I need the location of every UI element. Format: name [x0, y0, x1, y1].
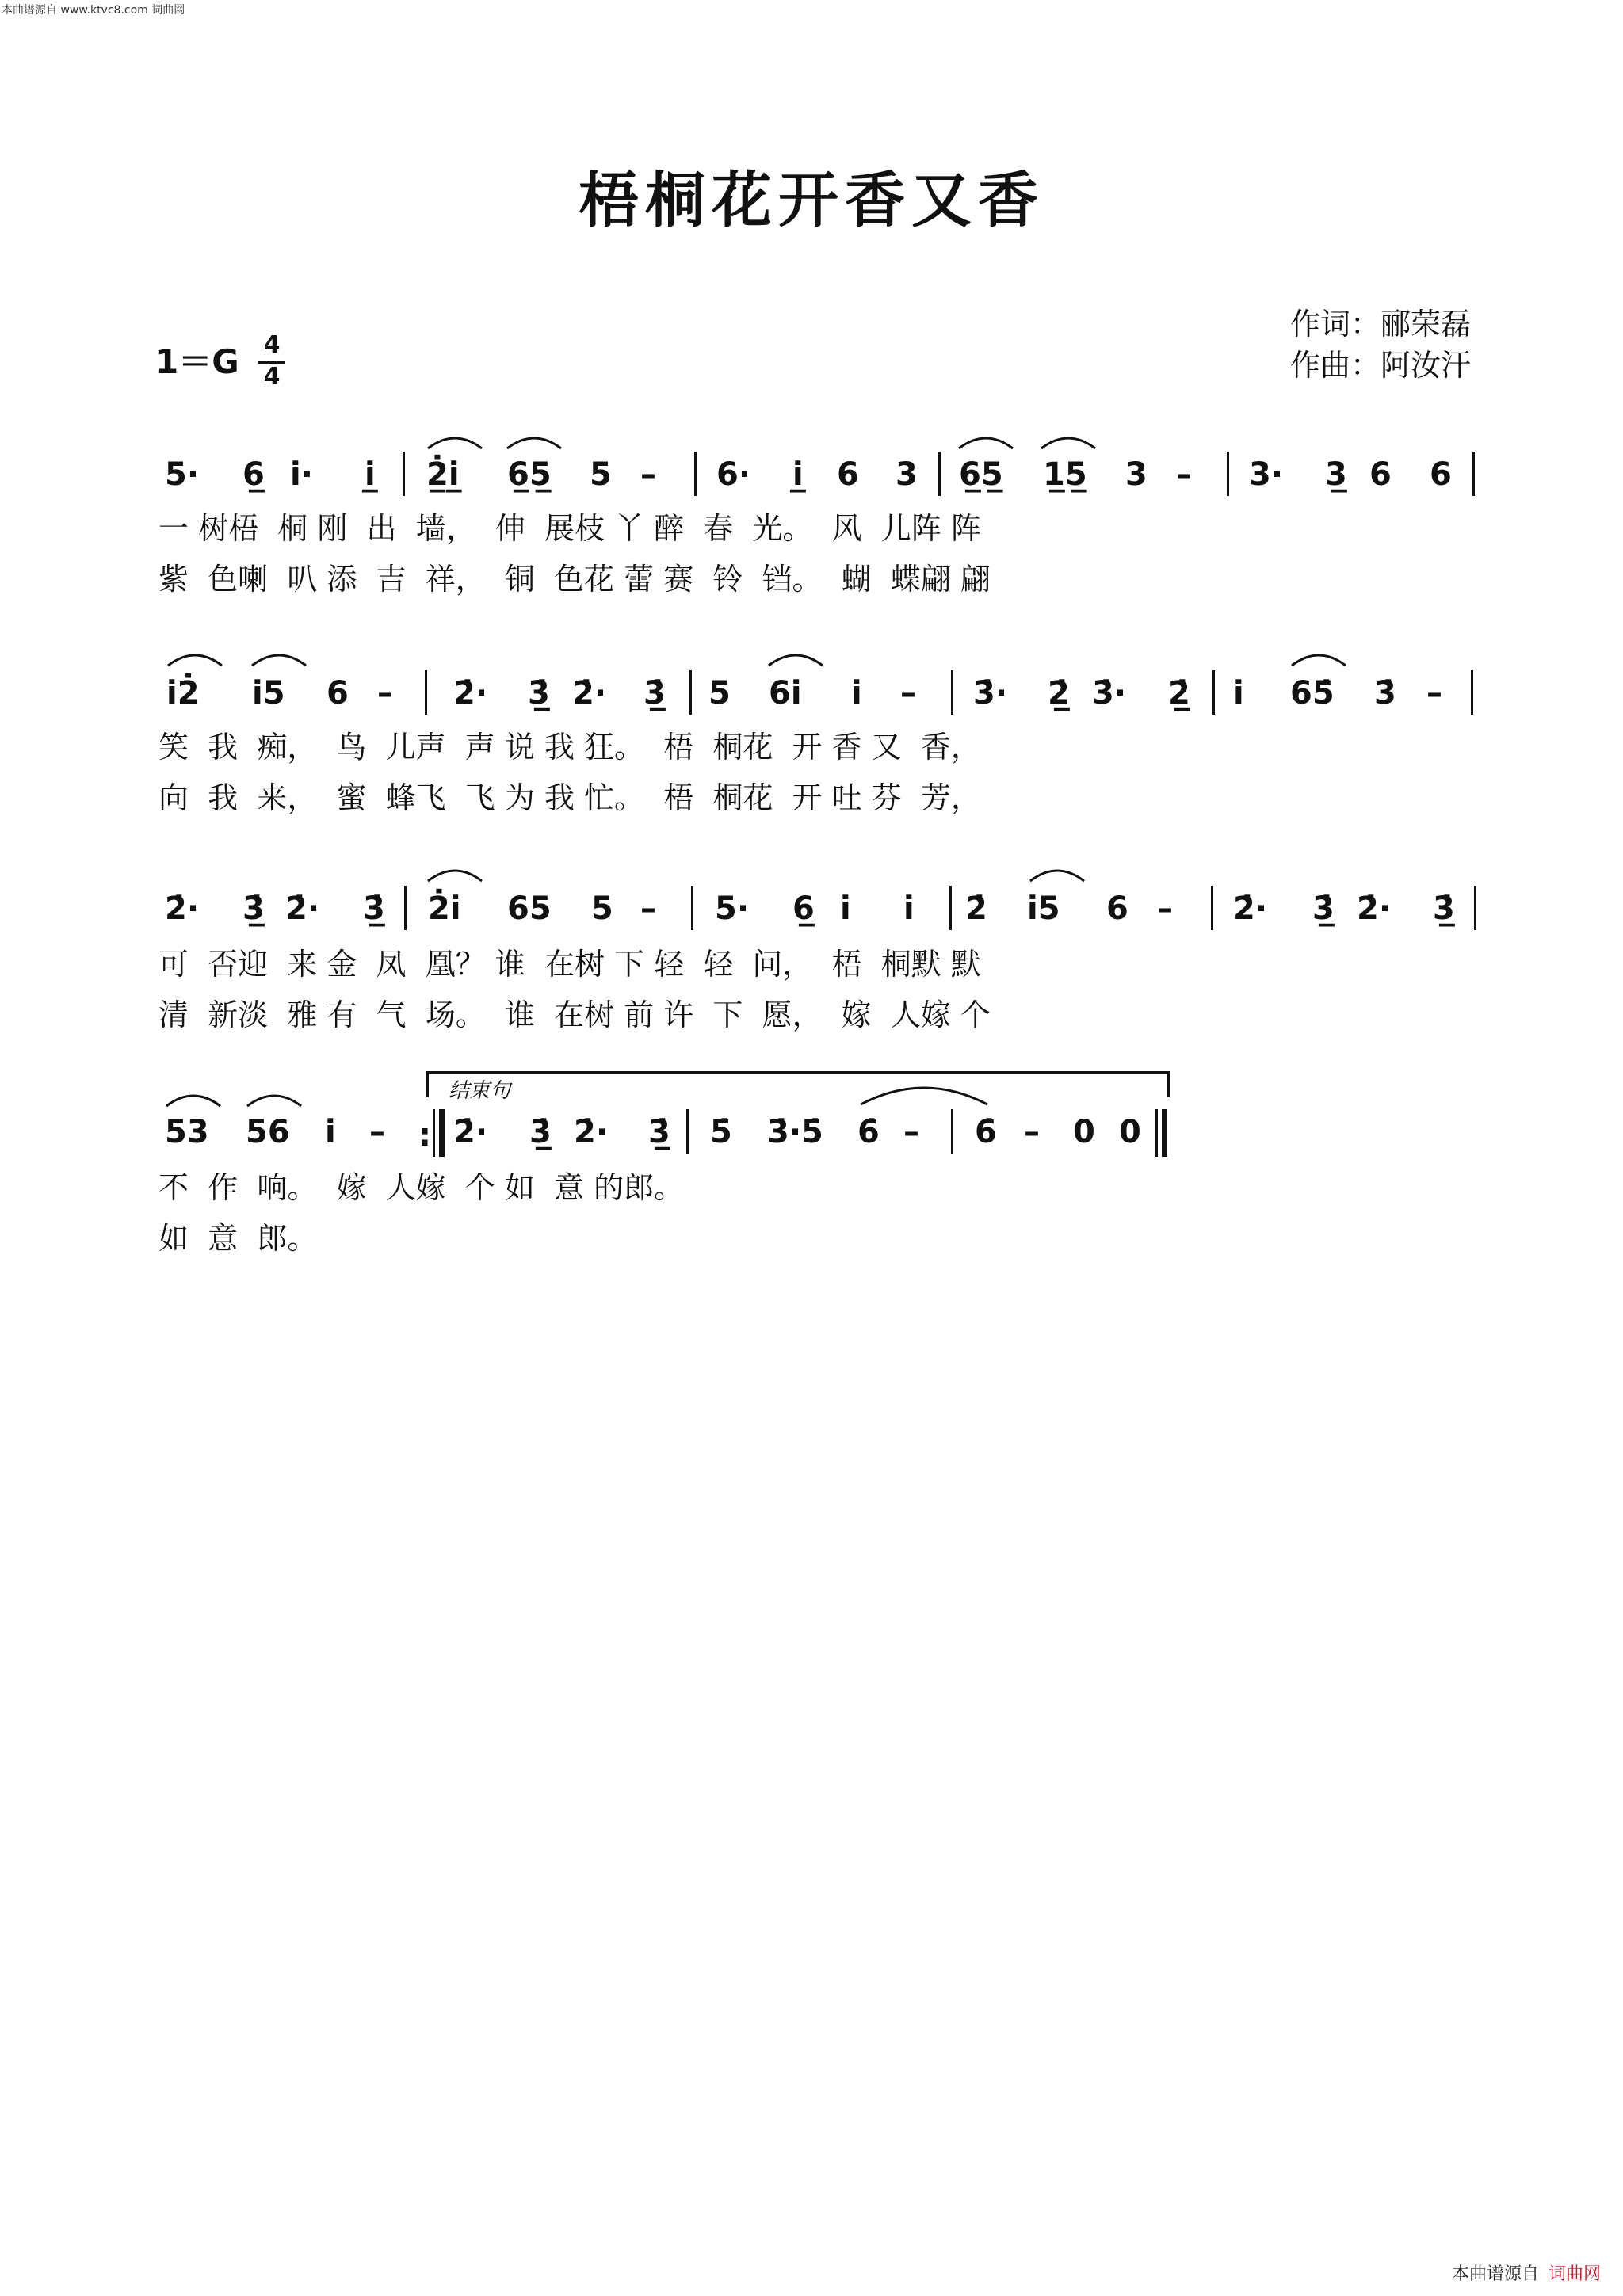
slur	[507, 438, 561, 448]
note: –	[1024, 1114, 1040, 1150]
time-signature-top: 4	[263, 331, 281, 359]
note: 2̇·	[453, 1114, 488, 1150]
note: i̇	[851, 675, 862, 711]
repeat-dots-icon: :	[418, 1117, 431, 1154]
note: 3̲̇	[648, 1114, 670, 1150]
lyric-line: 紫 色喇 叭 添 吉 祥， 铜 色花 蕾 赛 铃 铛。 蝴 蝶翩 翩	[158, 562, 991, 597]
note: 65̇	[1290, 675, 1335, 711]
note: 6	[1369, 456, 1392, 493]
slur	[252, 655, 306, 666]
slur	[861, 1088, 987, 1104]
note: 2̇·	[165, 891, 200, 927]
note: 0	[1073, 1114, 1095, 1150]
note: –	[903, 1114, 919, 1150]
slur	[1030, 871, 1084, 881]
note: 6̲5̲	[507, 456, 552, 493]
note: 5·	[715, 891, 750, 927]
note: i̇	[1233, 675, 1244, 711]
note: 6̇	[975, 1114, 997, 1150]
header-watermark: 本曲谱源自 www.ktvc8.com 词曲网	[2, 4, 185, 17]
slur	[166, 1096, 220, 1106]
note: 3	[1125, 456, 1148, 493]
note: 3·	[1249, 456, 1284, 493]
time-signature-bottom: 4	[263, 363, 281, 391]
note: i̇	[325, 1114, 336, 1150]
lyric-line: 向 我 来， 蜜 蜂飞 飞 为 我 忙。 梧 桐花 开 吐 芬 芳，	[158, 780, 981, 815]
note: 3̲̇	[528, 675, 550, 711]
note: 6	[1430, 456, 1452, 493]
note: 2̇·	[1357, 891, 1392, 927]
note: 2̇·	[572, 675, 607, 711]
note: 6	[327, 675, 349, 711]
note: 2̇i̇	[428, 891, 461, 927]
coda-label: 结束句	[449, 1079, 511, 1103]
note: 2̇·	[285, 891, 320, 927]
note: 2̇·	[1233, 891, 1268, 927]
note: –	[377, 675, 393, 711]
note: 2̇·	[574, 1114, 609, 1150]
note: 3̇·	[973, 675, 1008, 711]
note: –	[640, 456, 656, 493]
note: 6̲	[242, 456, 265, 493]
slur	[1041, 438, 1095, 448]
note: 3	[896, 456, 918, 493]
note: 6i̇	[769, 675, 802, 711]
note: i̇·	[290, 456, 313, 493]
note: i̇	[840, 891, 851, 927]
note: 5·	[165, 456, 200, 493]
lyric-line: 不 作 响。 嫁 人嫁 个 如 意 的郎。	[158, 1170, 685, 1205]
note: i̲̇	[365, 456, 376, 493]
note: i̇2̇	[166, 675, 200, 711]
note: 0	[1119, 1114, 1141, 1150]
note: –	[369, 1114, 385, 1150]
note: –	[1426, 675, 1442, 711]
note: 1̲5̲	[1043, 456, 1087, 493]
note: 2̲̇	[1168, 675, 1190, 711]
footer-watermark	[1452, 2260, 1601, 2285]
note: 6·	[716, 456, 751, 493]
note: 5	[708, 675, 731, 711]
note: 53	[165, 1114, 209, 1150]
slur	[428, 438, 482, 448]
note: 2̇·	[453, 675, 488, 711]
note: 6	[1106, 891, 1128, 927]
note: 5	[591, 891, 613, 927]
note: 3̲̇	[363, 891, 385, 927]
lyric-line: 可 否迎 来 金 凤 凰？ 谁 在树 下 轻 轻 问， 梧 桐默 默	[158, 947, 981, 982]
key-signature: 1＝G	[155, 342, 239, 381]
note: 2̇	[965, 891, 987, 927]
note: 3̇·5̇	[767, 1114, 823, 1150]
note: i̇5	[1027, 891, 1060, 927]
slur	[1292, 655, 1346, 666]
note: 6̲5̲	[959, 456, 1003, 493]
lyric-line: 笑 我 痴， 鸟 儿声 声 说 我 狂。 梧 桐花 开 香 又 香，	[158, 730, 981, 765]
lyric-line: 清 新淡 雅 有 气 场。 谁 在树 前 许 下 愿， 嫁 人嫁 个	[158, 997, 991, 1032]
song-title: 梧桐花开香又香	[579, 165, 1044, 235]
slur	[769, 655, 823, 666]
note: 3̲̇	[1433, 891, 1455, 927]
note: –	[900, 675, 916, 711]
note: 6	[837, 456, 859, 493]
note: 3̲̇	[242, 891, 265, 927]
footer-source: 本曲谱源自	[1451, 2264, 1539, 2284]
slur	[428, 871, 482, 881]
note: 2̲̇	[1048, 675, 1070, 711]
lyricist-credit: 作词：郦荣磊	[1289, 307, 1471, 341]
note: 6̲	[792, 891, 815, 927]
note: 3̲̇	[1312, 891, 1335, 927]
note: 56	[246, 1114, 290, 1150]
note: –	[1157, 891, 1173, 927]
slur	[959, 438, 1013, 448]
composer-credit: 作曲：阿汝汗	[1289, 348, 1471, 383]
slur	[168, 655, 222, 666]
lyric-line: 如 意 郎。	[158, 1221, 318, 1256]
slur	[247, 1096, 301, 1106]
note: 2̲̇i̲̇	[426, 456, 460, 493]
note: i̇	[903, 891, 915, 927]
note: –	[1176, 456, 1192, 493]
note: 65	[507, 891, 552, 927]
note: i̲̇	[792, 456, 804, 493]
note: 5̇	[710, 1114, 732, 1150]
note: 3̲̇	[529, 1114, 552, 1150]
note: 5	[590, 456, 612, 493]
note: 6̇	[857, 1114, 880, 1150]
note: 3̲̇	[643, 675, 666, 711]
note: 3̲	[1325, 456, 1347, 493]
note: –	[640, 891, 656, 927]
note: 3̇	[1374, 675, 1396, 711]
lyric-line: 一 树梧 桐 刚 出 墙， 伸 展枝 丫 醉 春 光。 风 儿阵 阵	[158, 511, 981, 546]
footer-brand[interactable]: 词曲网	[1548, 2264, 1601, 2284]
note: 3̇·	[1092, 675, 1127, 711]
note: i̇5	[252, 675, 285, 711]
